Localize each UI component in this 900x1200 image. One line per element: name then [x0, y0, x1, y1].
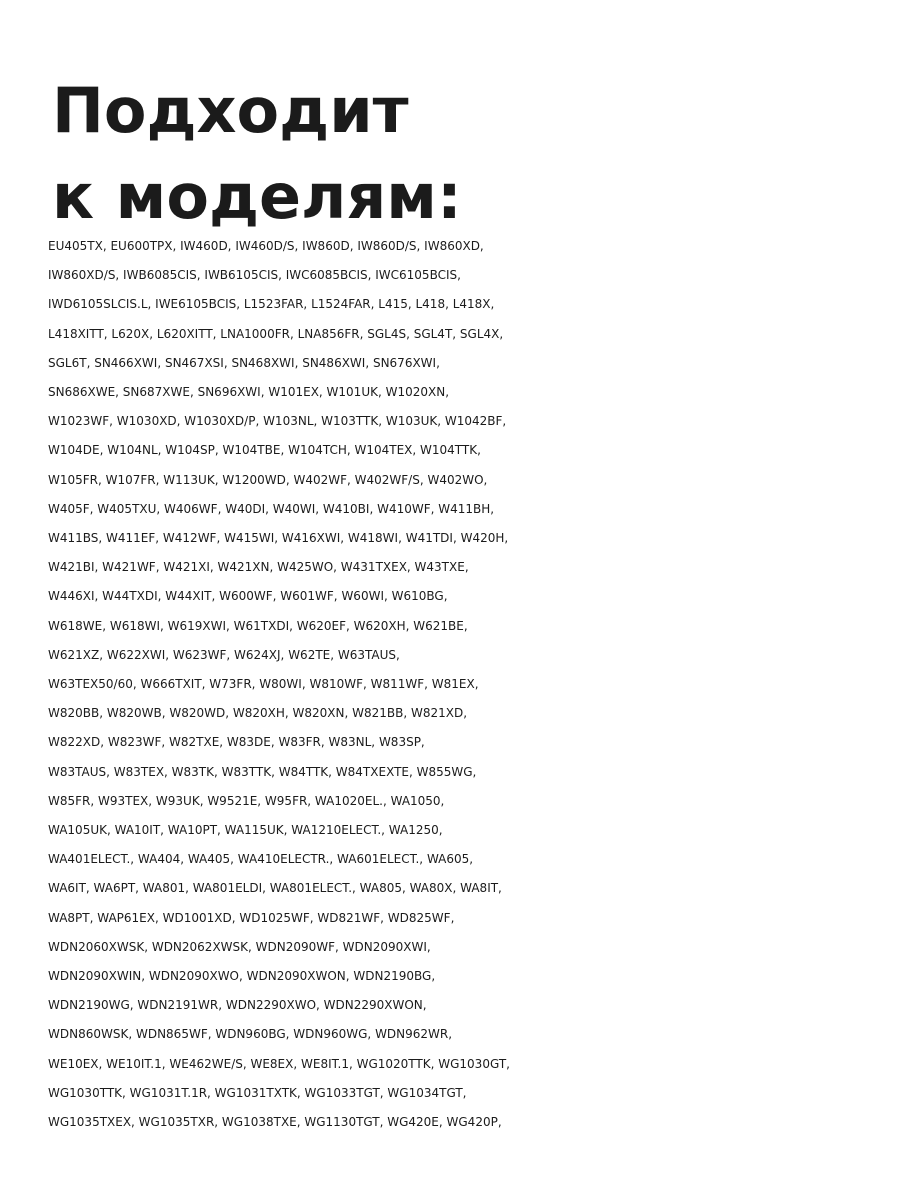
title-line-2: к моделям:: [52, 160, 462, 233]
model-list-line: W621XZ, W622XWI, W623WF, W624XJ, W62TE, W63TAUS,: [48, 647, 400, 662]
model-list-line: WDN2060XWSK, WDN2062XWSK, WDN2090WF, WDN2090XWI,: [48, 939, 431, 954]
model-list-line: WA105UK, WA10IT, WA10PT, WA115UK, WA1210ELECT., WA1250,: [48, 823, 443, 838]
title-line-1: Подходит: [52, 74, 409, 147]
model-list-line: SN686XWE, SN687XWE, SN696XWI, W101EX, W101UK, W1020XN,: [48, 385, 450, 400]
model-list-line: WE10EX, WE10IT.1, WE462WE/S, WE8EX, WE8IT.1, WG1020TTK, WG1030GT,: [48, 1056, 510, 1071]
model-list: [48, 232, 898, 1137]
model-list-line: W83TAUS, W83TEX, W83TK, W83TTK, W84TTK, W84TXEXTE, W855WG,: [48, 764, 477, 779]
model-list-line: W446XI, W44TXDI, W44XIT, W600WF, W601WF, W60WI, W610BG,: [48, 589, 448, 604]
model-list-line: W63TEX50/60, W666TXIT, W73FR, W80WI, W810WF, W811WF, W81EX,: [48, 677, 479, 692]
model-list-line: IW860XD/S, IWB6085CIS, IWB6105CIS, IWC6085BCIS, IWC6105BCIS,: [48, 268, 461, 283]
model-list-line: W85FR, W93TEX, W93UK, W9521E, W95FR, WA1020EL., WA1050,: [48, 793, 445, 808]
model-list-line: WDN2090XWIN, WDN2090XWO, WDN2090XWON, WDN2190BG,: [48, 969, 436, 984]
model-list-line: IWD6105SLCIS.L, IWE6105BCIS, L1523FAR, L1524FAR, L415, L418, L418X,: [48, 297, 495, 312]
model-list-line: W822XD, W823WF, W82TXE, W83DE, W83FR, W83NL, W83SP,: [48, 735, 425, 750]
model-list-line: SGL6T, SN466XWI, SN467XSI, SN468XWI, SN486XWI, SN676XWI,: [48, 355, 440, 370]
model-list-line: W104DE, W104NL, W104SP, W104TBE, W104TCH, W104TEX, W104TTK,: [48, 443, 481, 458]
model-list-line: W405F, W405TXU, W406WF, W40DI, W40WI, W410BI, W410WF, W411BH,: [48, 501, 495, 516]
model-list-line: EU405TX, EU600TPX, IW460D, IW460D/S, IW860D, IW860D/S, IW860XD,: [48, 239, 484, 253]
model-list-line: W1023WF, W1030XD, W1030XD/P, W103NL, W103TTK, W103UK, W1042BF,: [48, 414, 507, 429]
model-list-line: W411BS, W411EF, W412WF, W415WI, W416XWI, W418WI, W41TDI, W420H,: [48, 531, 509, 546]
model-list-line: W618WE, W618WI, W619XWI, W61TXDI, W620EF, W620XH, W621BE,: [48, 618, 468, 633]
model-list-line: L418XITT, L620X, L620XITT, LNA1000FR, LNA856FR, SGL4S, SGL4T, SGL4X,: [48, 326, 504, 341]
model-list-line: W820BB, W820WB, W820WD, W820XH, W820XN, W821BB, W821XD,: [48, 706, 468, 721]
model-list-line: WA8PT, WAP61EX, WD1001XD, WD1025WF, WD821WF, WD825WF,: [48, 910, 455, 925]
model-list-line: WG1030TTK, WG1031T.1R, WG1031TXTK, WG1033TGT, WG1034TGT,: [48, 1085, 467, 1100]
model-list-line: WG1035TXEX, WG1035TXR, WG1038TXE, WG1130TGT, WG420E, WG420P,: [48, 1115, 502, 1130]
model-list-line: WDN860WSK, WDN865WF, WDN960BG, WDN960WG, WDN962WR,: [48, 1027, 453, 1042]
model-list-line: W105FR, W107FR, W113UK, W1200WD, W402WF, W402WF/S, W402WO,: [48, 472, 488, 487]
model-list-line: W421BI, W421WF, W421XI, W421XN, W425WO, W431TXEX, W43TXE,: [48, 560, 469, 575]
page-title: [52, 68, 462, 240]
model-list-line: WA401ELECT., WA404, WA405, WA410ELECTR., WA601ELECT., WA605,: [48, 852, 474, 867]
model-list-line: WA6IT, WA6PT, WA801, WA801ELDI, WA801ELECT., WA805, WA80X, WA8IT,: [48, 881, 502, 896]
model-list-line: WDN2190WG, WDN2191WR, WDN2290XWO, WDN2290XWON,: [48, 998, 427, 1013]
